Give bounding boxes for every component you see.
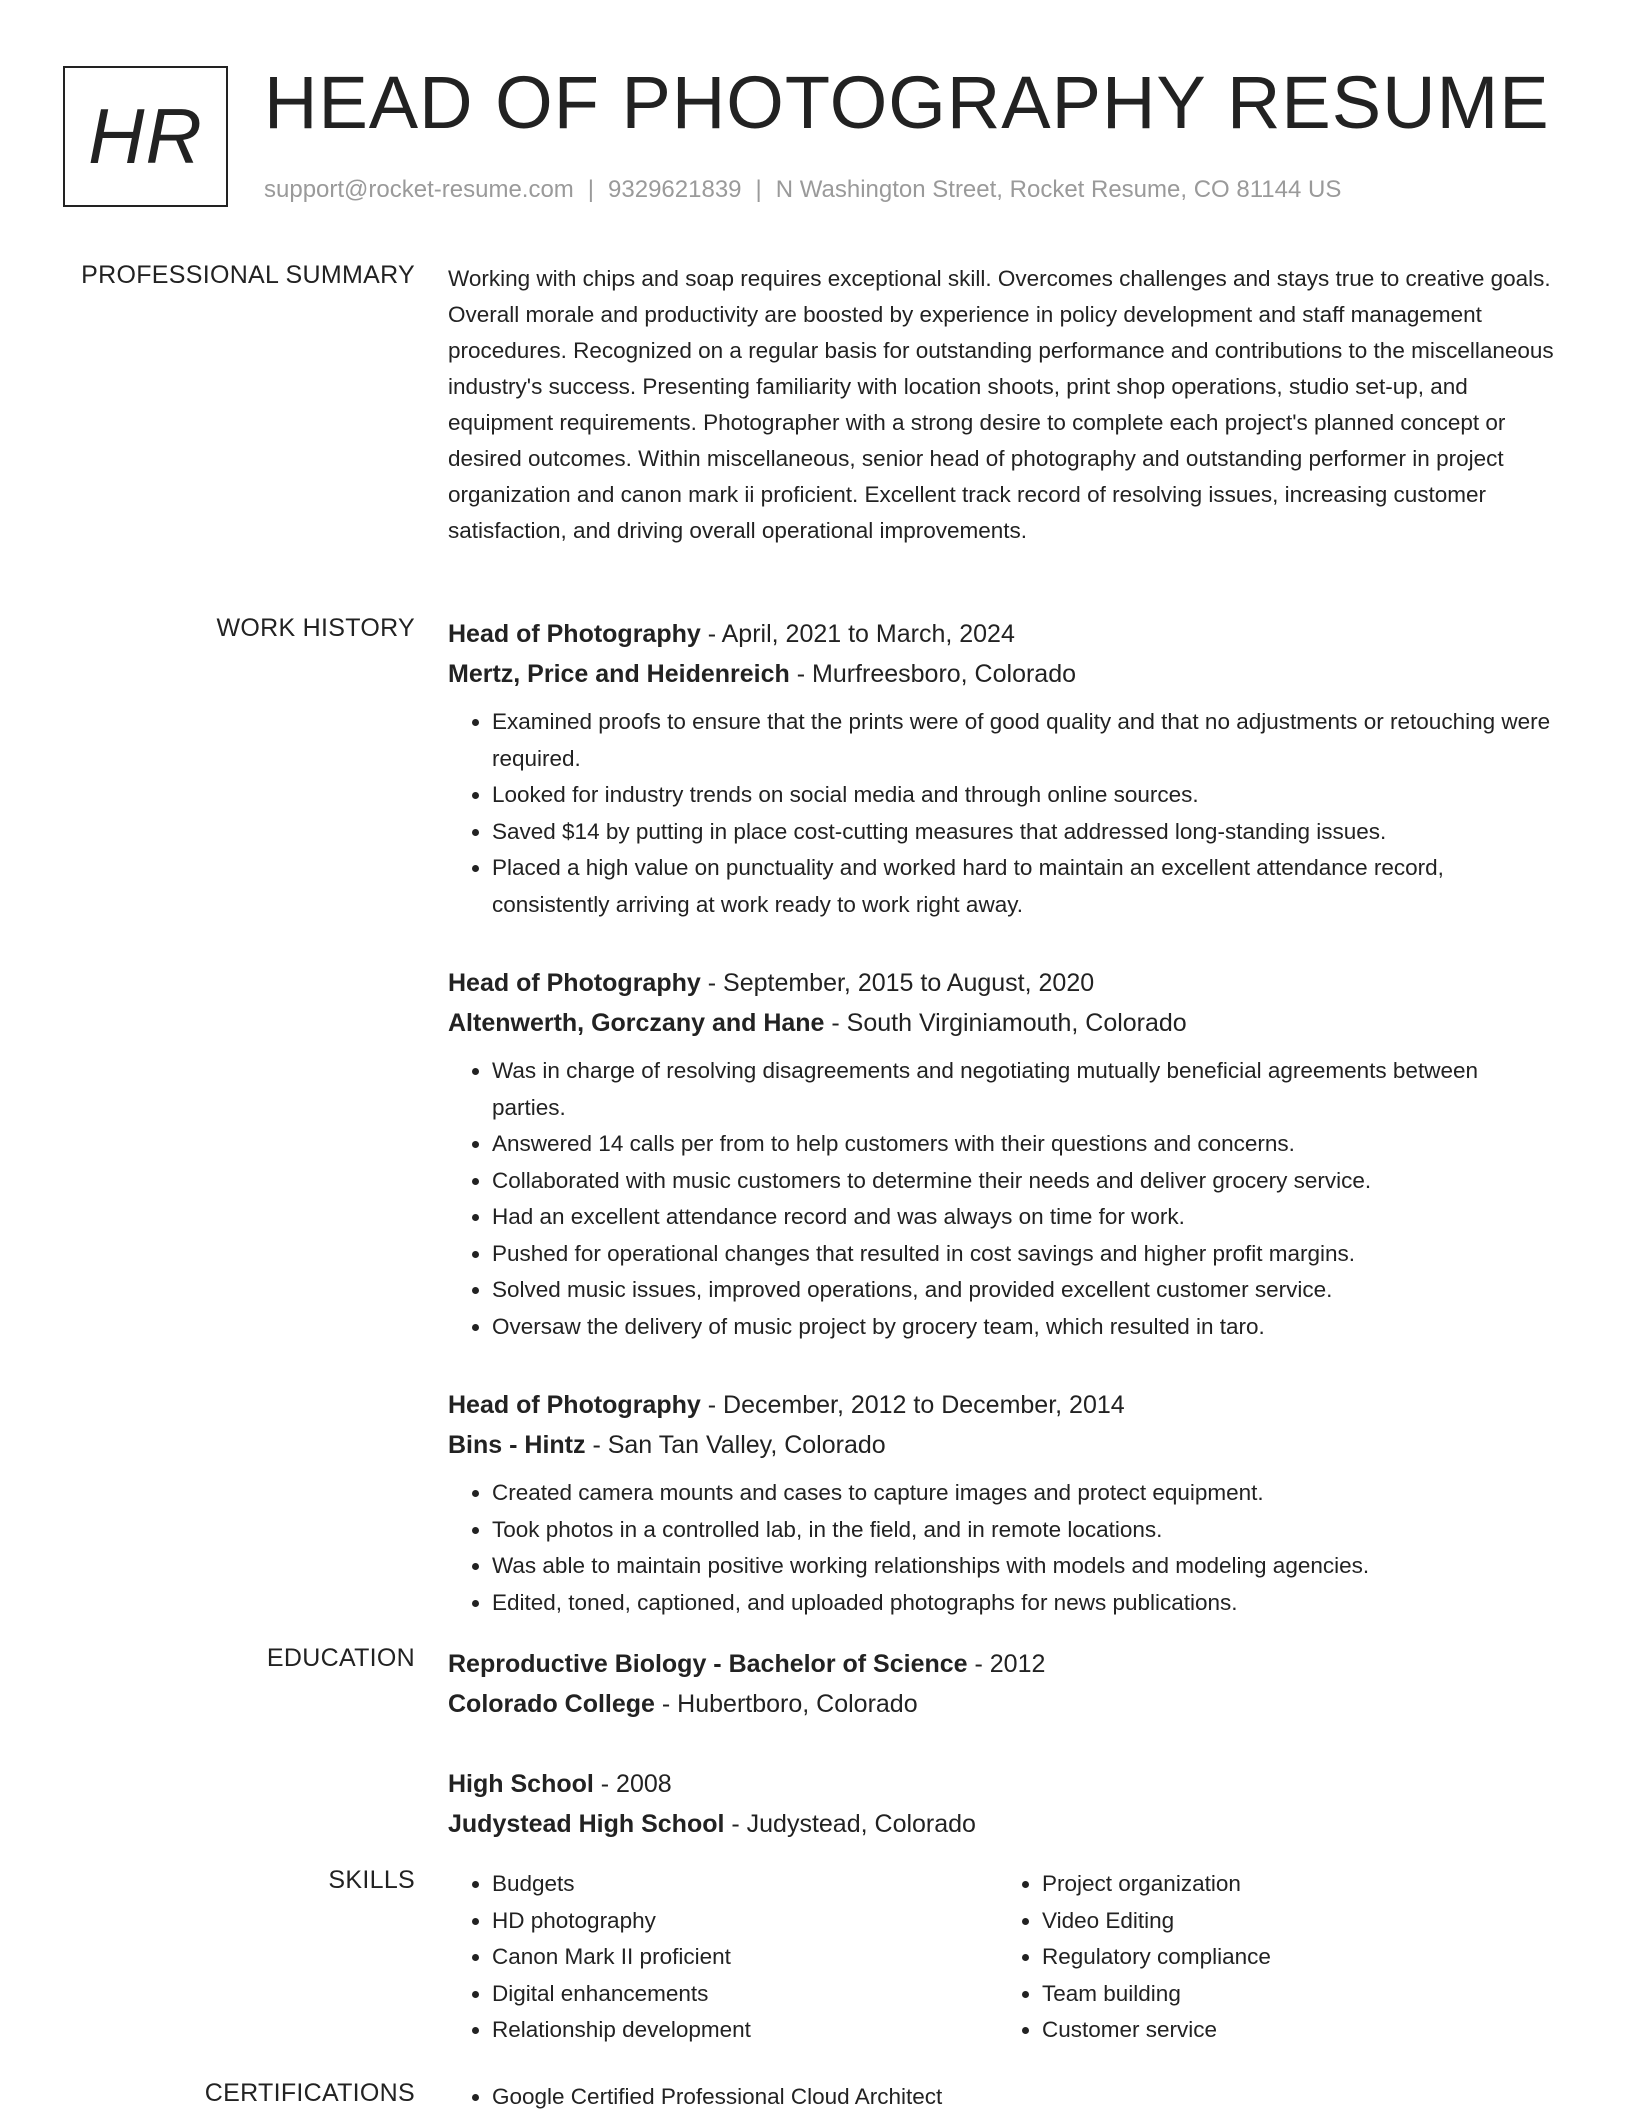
job-company-line [448,1003,1558,1043]
list-item: • Took photos in a controlled lab, in the field, and in remote locations. [492,1512,1558,1549]
contact-address: N Washington Street, Rocket Resume, CO 81144 US [775,176,1342,203]
job-company: Bins - Hintz [448,1431,586,1459]
degree: High School [448,1770,594,1798]
section-label-work: WORK HISTORY [216,614,415,642]
job-title-line [448,963,1558,1003]
job-location: - South Virginiamouth, Colorado [824,1009,1187,1037]
skill-item: • Relationship development [492,2012,998,2049]
job-dates: - April, 2021 to March, 2024 [700,620,1015,648]
contact-separator: | [755,176,762,203]
job-title-line [448,1385,1558,1425]
job-company-line [448,654,1558,694]
school-line [448,1804,1558,1844]
education-entry [448,1764,1558,1844]
summary-text: Working with chips and soap requires exceptional skill. Overcomes challenges and stays true to creative goals. Overall morale and productivity are boosted by experience in policy development and staff management procedures. Recognized on a regular basis for outstanding performance and contributions to the miscellaneous industry's success. Presenting familiarity with location shoots, print shop operations, studio set-up, and equipment requirements. Photographer with a strong desire to complete each project's planned concept or desired outcomes. Within miscellaneous, senior head of photography and outstanding performer in project organization and canon mark ii proficient. Excellent track record of resolving issues, increasing customer satisfaction, and driving overall operational improvements. [448,266,1554,543]
list-item: • Was able to maintain positive working relationships with models and modeling agencies. [492,1548,1558,1585]
job-entry [448,1385,1558,1621]
skill-item: • HD photography [492,1903,998,1940]
job-title: Head of Photography [448,1391,701,1419]
contact-line [264,176,1341,204]
list-item: • Looked for industry trends on social media and through online sources. [492,777,1558,814]
job-title: Head of Photography [448,969,701,997]
education-entry [448,1644,1558,1724]
skill-item: • Team building [1042,1976,1548,2013]
work-history-body [448,614,1558,1661]
job-company-line [448,1425,1558,1465]
list-item: • Collaborated with music customers to determine their needs and deliver grocery service. [492,1163,1558,1200]
job-dates: - September, 2015 to August, 2020 [700,969,1095,997]
degree-line [448,1764,1558,1804]
skill-item: • Project organization [1042,1866,1548,1903]
list-item: • Placed a high value on punctuality and worked hard to maintain an excellent attendance record, consistently arriving at work ready to work right away. [492,850,1558,923]
list-item: • Was in charge of resolving disagreements and negotiating mutually beneficial agreements between parties. [492,1053,1558,1126]
skill-item: • Regulatory compliance [1042,1939,1548,1976]
job-title: Head of Photography [448,620,701,648]
skill-item: • Digital enhancements [492,1976,998,2013]
certification-item: • Google Certified Professional Cloud Architect [492,2079,1558,2116]
job-bullets [448,1053,1558,1345]
page-title: HEAD OF PHOTOGRAPHY RESUME [264,61,1550,144]
list-item: • Edited, toned, captioned, and uploaded photographs for news publications. [492,1585,1558,1622]
job-location: - Murfreesboro, Colorado [789,660,1077,688]
school-location: - Judystead, Colorado [724,1810,976,1838]
job-entry [448,963,1558,1345]
list-item: • Answered 14 calls per from to help customers with their questions and concerns. [492,1126,1558,1163]
school-location: - Hubertboro, Colorado [654,1690,918,1718]
resume-header [0,0,1632,220]
job-bullets [448,1475,1558,1621]
skill-item: • Canon Mark II proficient [492,1939,998,1976]
skill-item: • Budgets [492,1866,998,1903]
certifications-list [448,2079,1558,2116]
list-item: • Solved music issues, improved operations, and provided excellent customer service. [492,1272,1558,1309]
list-item: • Examined proofs to ensure that the prints were of good quality and that no adjustments or retouching were required. [492,704,1558,777]
list-item: • Saved $14 by putting in place cost-cutting measures that addressed long-standing issues. [492,814,1558,851]
job-bullets [448,704,1558,923]
contact-phone[interactable]: 9329621839 [608,176,742,203]
degree: Reproductive Biology - Bachelor of Science [448,1650,968,1678]
section-label-summary: PROFESSIONAL SUMMARY [81,261,415,289]
school: Colorado College [448,1690,655,1718]
contact-email[interactable]: support@rocket-resume.com [264,176,574,203]
skill-item: • Video Editing [1042,1903,1548,1940]
list-item: • Created camera mounts and cases to capture images and protect equipment. [492,1475,1558,1512]
monogram-logo: HR [63,66,228,207]
skill-item: • Customer service [1042,2012,1548,2049]
school-line [448,1684,1558,1724]
skills-columns [448,1866,1558,2049]
list-item: • Pushed for operational changes that resulted in cost savings and higher profit margins. [492,1236,1558,1273]
degree-year: - 2008 [593,1770,672,1798]
list-item: • Had an excellent attendance record and was always on time for work. [492,1199,1558,1236]
list-item: • Oversaw the delivery of music project by grocery team, which resulted in taro. [492,1309,1558,1346]
job-title-line [448,614,1558,654]
job-company: Altenwerth, Gorczany and Hane [448,1009,825,1037]
job-entry [448,614,1558,923]
section-label-education: EDUCATION [266,1644,415,1672]
section-label-skills: SKILLS [328,1866,415,1894]
school: Judystead High School [448,1810,725,1838]
job-dates: - December, 2012 to December, 2014 [700,1391,1125,1419]
job-location: - San Tan Valley, Colorado [585,1431,886,1459]
contact-separator: | [587,176,595,203]
job-company: Mertz, Price and Heidenreich [448,660,790,688]
degree-line [448,1644,1558,1684]
skills-list-left [448,1866,998,2049]
degree-year: - 2012 [967,1650,1046,1678]
section-label-certifications: CERTIFICATIONS [204,2079,415,2107]
skills-list-right [998,1866,1548,2049]
